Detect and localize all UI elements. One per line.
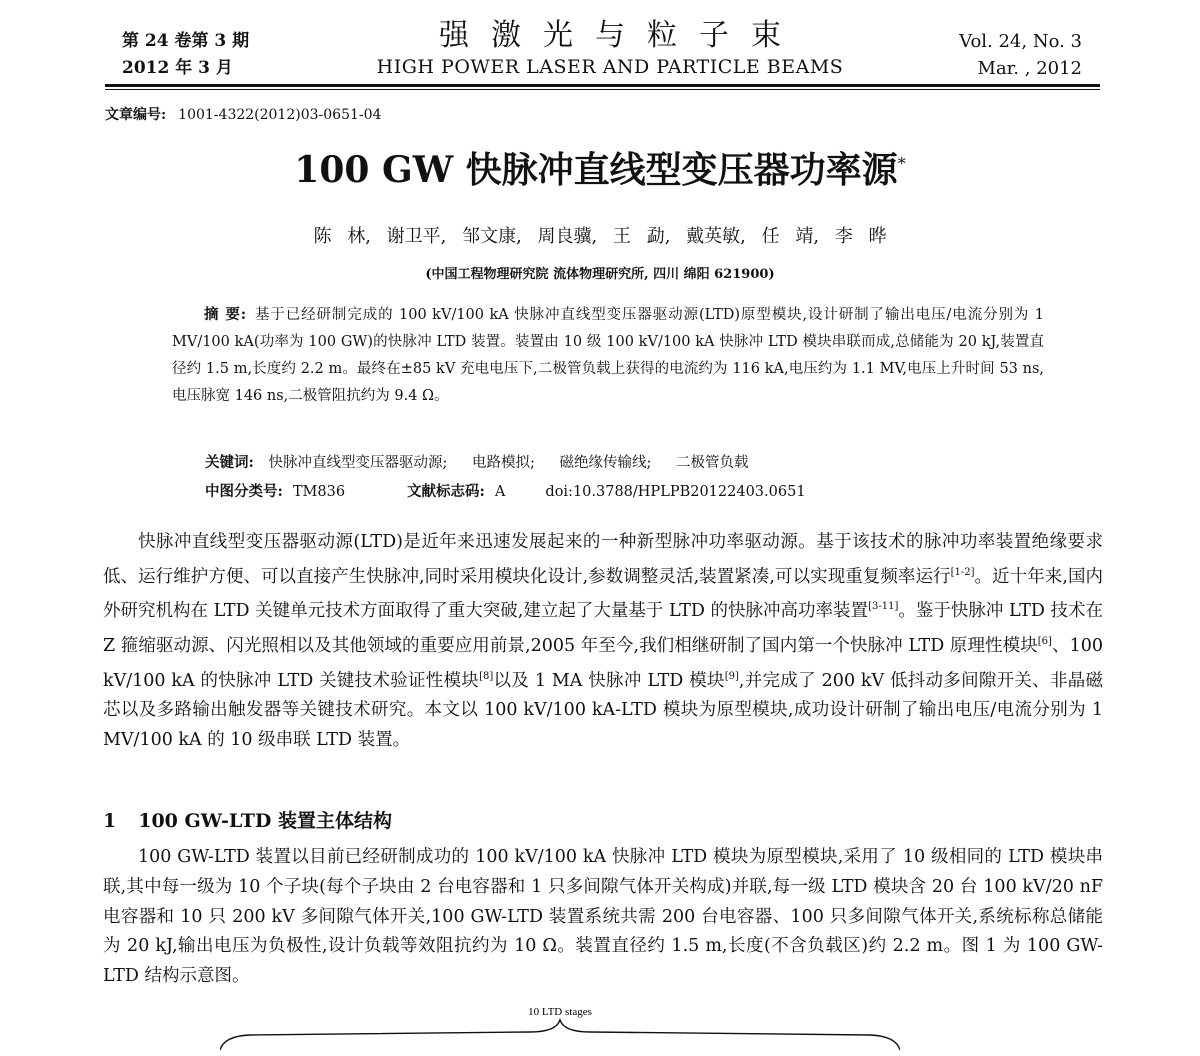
header-rule-thin xyxy=(105,89,1100,90)
article-number xyxy=(105,104,381,124)
article-number-label: 文章编号: xyxy=(105,107,167,123)
section-heading xyxy=(103,806,392,833)
journal-title-en: HIGH POWER LASER AND PARTICLE BEAMS xyxy=(376,56,844,78)
brace-path xyxy=(220,1020,900,1050)
intro-text: 快脉冲直线型变压器驱动源(LTD)是近年来迅速发展起来的一种新型脉冲功率驱动源。基于该技术的脉冲功率装置绝缘要求低、运行维护方便、可以直接产生快脉冲,同时采用模块化设计,参数调整灵活,装置紧凑,可以实现重复频率运行 xyxy=(103,532,1103,587)
citation[interactable]: [9] xyxy=(724,670,739,682)
intro-text: 以及 1 MA 快脉冲 LTD 模块 xyxy=(493,670,725,691)
affiliation: (中国工程物理研究院 流体物理研究所, 四川 绵阳 621900) xyxy=(425,267,775,282)
article-number-value: 1001-4322(2012)03-0651-04 xyxy=(178,107,382,123)
paper-title xyxy=(0,142,1200,193)
header-rule-thick xyxy=(105,84,1100,87)
citation[interactable]: [6] xyxy=(1037,636,1052,648)
intro-paragraph xyxy=(103,528,1103,756)
volume-en: Vol. 24, No. 3 xyxy=(959,31,1082,52)
keywords xyxy=(205,451,768,472)
doi: doi:10.3788/HPLPB20122403.0651 xyxy=(545,484,806,500)
journal-title xyxy=(330,18,890,80)
classification xyxy=(205,480,806,501)
citation[interactable]: [1-2] xyxy=(950,566,975,578)
issue-cn: 第 24 卷第 3 期 xyxy=(122,31,250,51)
section-title: 100 GW-LTD 装置主体结构 xyxy=(138,810,392,832)
citation[interactable]: [3-11] xyxy=(868,601,899,613)
volume-info xyxy=(959,28,1082,82)
section-number: 1 xyxy=(103,810,117,832)
citation[interactable]: [8] xyxy=(479,670,494,682)
intro-text: 。鉴于快脉冲 LTD 技术在 Z 箍缩驱动源、闪光照相以及其他领域的重要应用前景,2005 年至今,我们相继研制了国内第一个快脉冲 LTD 原理性模块 xyxy=(103,601,1103,656)
doc-code-value: A xyxy=(494,484,506,500)
figure-1 xyxy=(220,1002,900,1052)
section-paragraph xyxy=(103,843,1103,992)
section-text: 100 GW-LTD 装置以目前已经研制成功的 100 kV/100 kA 快脉冲 LTD 模块为原型模块,采用了 10 级相同的 LTD 模块串联,其中每一级为 10 个子块(每个子块由 2 台电容器和 1 只多间隙气体开关构成)并联,每一级 LTD 模块含 20 台 100 kV/20 nF 电容器和 10 只 200 kV 多间隙气体开关,100 GW-LTD 装置系统共需 200 台电容器、100 只多间隙气体开关,系统标称总储能为 20 kJ,输出电压为负极性,设计负载等效阻抗约为 10 Ω。装置直径约 1.5 m,长度(不含负载区)约 2.2 m。图 1 为 100 GW-LTD 结构示意图。 xyxy=(103,847,1103,987)
title-footnote-mark: * xyxy=(897,154,906,173)
author-list: 陈 林, 谢卫平, 邹文康, 周良骥, 王 勐, 戴英敏, 任 靖, 李 晔 xyxy=(313,226,887,247)
clc-label: 中图分类号: xyxy=(205,483,283,500)
issue-info xyxy=(122,28,249,82)
abstract-text: 基于已经研制完成的 100 kV/100 kA 快脉冲直线型变压器驱动源(LTD)原型模块,设计研制了输出电压/电流分别为 1 MV/100 kA(功率为 100 GW)的快脉冲 LTD 装置。装置由 10 级 100 kV/100 kA 快脉冲 LTD 模块串联而成,总储能为 20 kJ,装置直径约 1.5 m,长度约 2.2 m。最终在±85 kV 充电电压下,二极管负载上获得的电流约为 116 kA,电压约为 1.1 MV,电压上升时间 53 ns,电压脉宽 146 ns,二极管阻抗约为 9.4 Ω。 xyxy=(172,307,1044,404)
figure-brace xyxy=(220,1002,900,1052)
keywords-label: 关键词: xyxy=(205,454,254,471)
figure-label: 10 LTD stages xyxy=(528,1006,592,1018)
date-cn: 2012 年 3 月 xyxy=(122,58,233,78)
date-en: Mar. , 2012 xyxy=(977,58,1082,79)
keyword-item: 电路模拟; xyxy=(471,455,535,471)
keyword-item: 快脉冲直线型变压器驱动源; xyxy=(268,455,448,471)
keyword-item: 二极管负载 xyxy=(675,455,749,471)
abstract-label: 摘 要: xyxy=(204,306,247,323)
intro-text: 、100 kV/100 kA 的快脉冲 LTD 关键技术验证性模块 xyxy=(103,635,1104,691)
paper-title-text: 100 GW 快脉冲直线型变压器功率源 xyxy=(294,149,898,191)
intro-text: ,并完成了 200 kV 低抖动多间隙开关、非晶磁芯以及多路输出触发器等关键技术研究。本文以 100 kV/100 kA-LTD 模块为原型模块,成功设计研制了输出电压/电流分别为 1 MV/100 kA 的 10 级串联 LTD 装置。 xyxy=(103,670,1103,751)
keyword-item: 磁绝缘传输线; xyxy=(559,455,652,471)
intro-text: 。近十年来,国内外研究机构在 LTD 关键单元技术方面取得了重大突破,建立起了大量基于 LTD 的快脉冲高功率装置 xyxy=(103,566,1104,622)
abstract xyxy=(172,301,1044,410)
journal-title-cn: 强激光与粒子束 xyxy=(439,18,803,53)
doc-code-label: 文献标志码: xyxy=(407,483,485,500)
clc-value: TM836 xyxy=(292,484,346,500)
